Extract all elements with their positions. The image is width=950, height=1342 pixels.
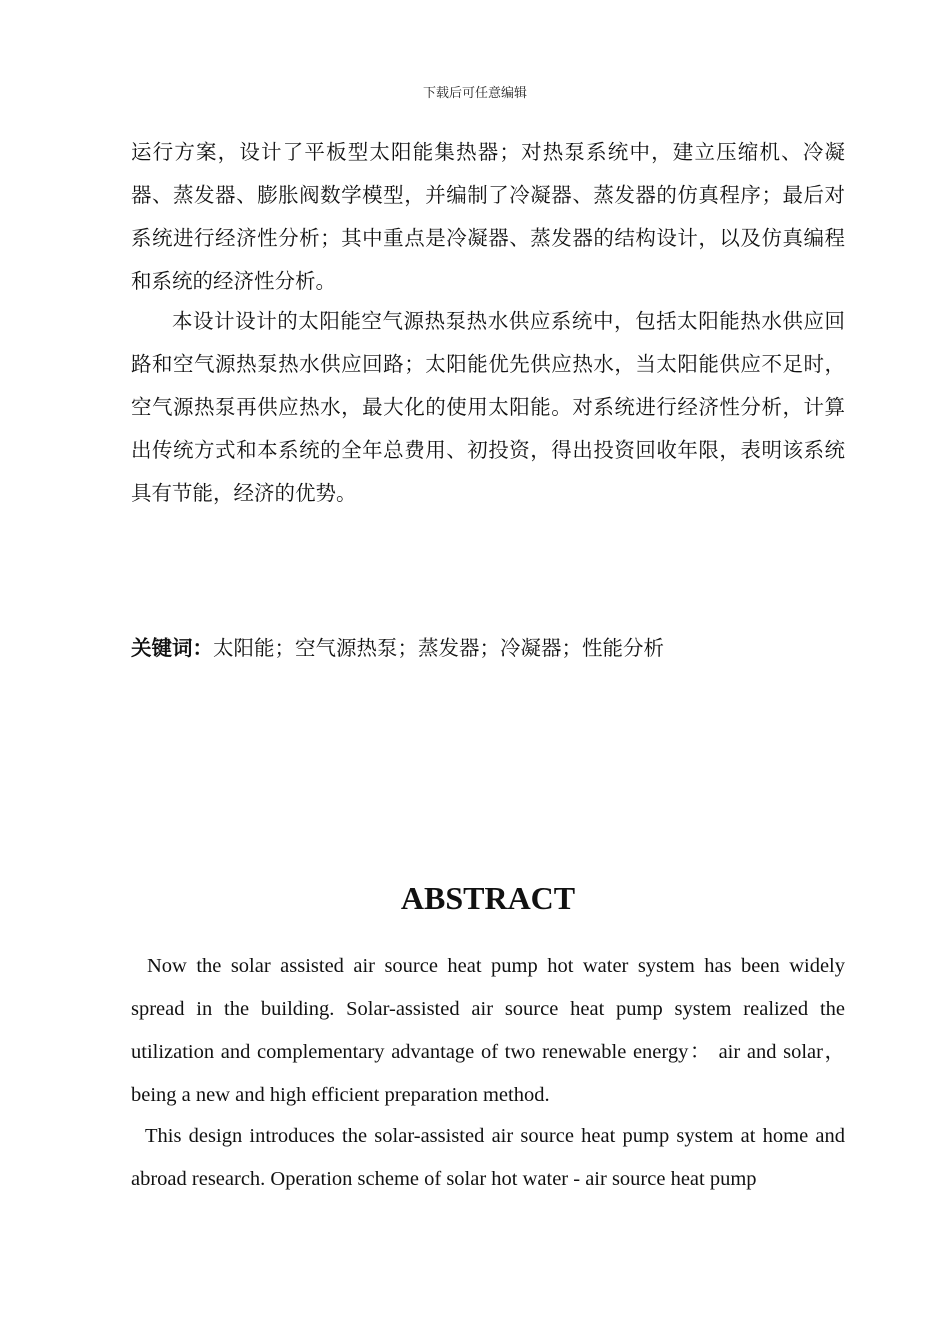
chinese-abstract-paragraph-1: 运行方案，设计了平板型太阳能集热器；对热泵系统中，建立压缩机、冷凝器、蒸发器、膨胀阀数学模型，并编制了冷凝器、蒸发器的仿真程序；最后对系统进行经济性分析；其中重点是冷凝器、蒸发器的结构设计，以及仿真编程和系统的经济性分析。 xyxy=(131,140,845,293)
english-abstract-paragraph-2: This design introduces the solar-assisted air source heat pump system at home and abroad research. Operation scheme of solar hot water - air source heat pump xyxy=(131,1125,845,1190)
keywords-label: 关键词： xyxy=(131,636,213,660)
page-header-note: 下载后可任意编辑 xyxy=(422,86,527,101)
english-abstract-paragraph-1: Now the solar assisted air source heat pump hot water system has been widely spread in the building. Solar-assisted air source heat pump system realized the utilization and complementary advantage of two renewable energy： air and solar，being a new and high efficient preparation method. xyxy=(131,955,845,1106)
keywords-text: 太阳能；空气源热泵；蒸发器；冷凝器；性能分析 xyxy=(213,636,664,660)
keywords-line xyxy=(131,627,845,670)
chinese-abstract-paragraph-2: 本设计设计的太阳能空气源热泵热水供应系统中，包括太阳能热水供应回路和空气源热泵热水供应回路；太阳能优先供应热水，当太阳能供应不足时，空气源热泵再供应热水，最大化的使用太阳能。对系统进行经济性分析，计算出传统方式和本系统的全年总费用、初投资，得出投资回收年限，表明该系统具有节能，经济的优势。 xyxy=(131,309,845,505)
abstract-title: ABSTRACT xyxy=(400,880,576,916)
